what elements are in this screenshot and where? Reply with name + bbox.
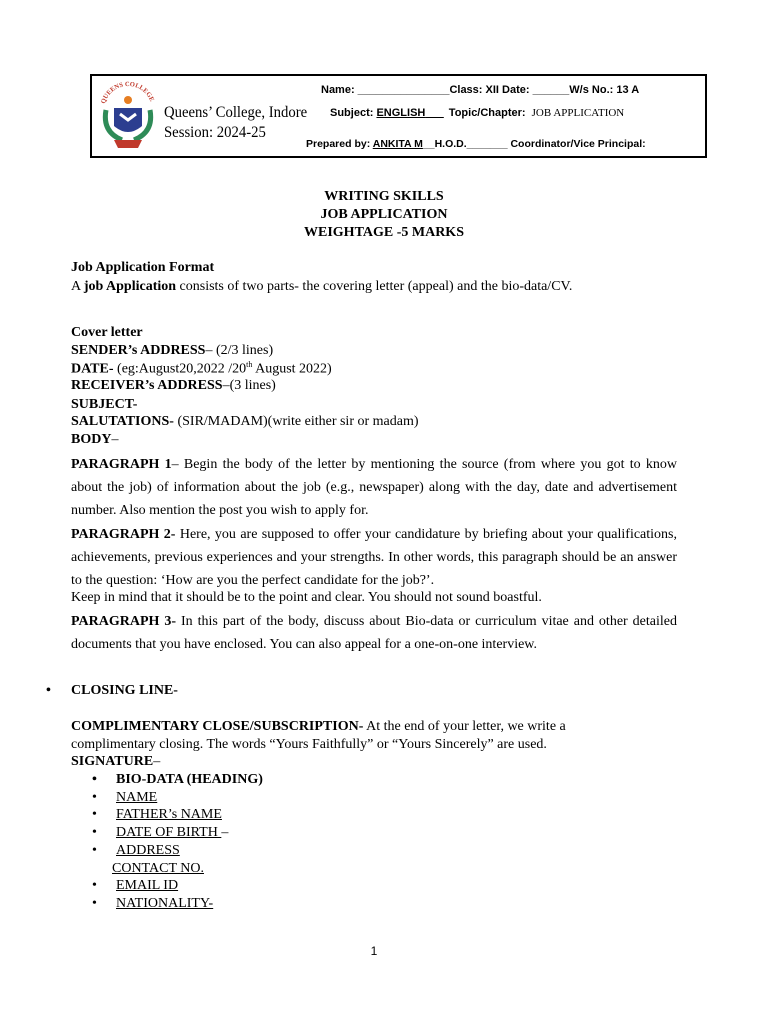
biodata-address: • ADDRESS <box>92 843 180 858</box>
paragraph-3: PARAGRAPH 3- In this part of the body, discuss about Bio-data or curriculum vitae and other detailed documents that you have enclosed. You can also appeal for a one-on-one interview. <box>71 614 677 652</box>
prepared-rest: __H.O.D._______ Coordinator/Vice Principal: <box>422 138 646 150</box>
biodata-heading: • BIO-DATA (HEADING) <box>92 772 263 787</box>
complimentary-close-cont: complimentary closing. The words “Yours Faithfully” or “Yours Sincerely” are used. <box>71 737 547 752</box>
salutation-line: SALUTATIONS- (SIR/MADAM)(write either sir or madam) <box>71 414 419 429</box>
receiver-address: RECEIVER’s ADDRESS–(3 lines) <box>71 378 276 393</box>
complimentary-close: COMPLIMENTARY CLOSE/SUBSCRIPTION- At the end of your letter, we write a <box>71 719 566 734</box>
topic-label: Topic/Chapter: <box>448 107 526 119</box>
format-description: A job Application consists of two parts- the covering letter (appeal) and the bio-data/CV. <box>71 279 573 294</box>
session: Session: 2024-25 <box>164 124 266 141</box>
college-info <box>164 104 320 142</box>
name-class-date-line: Name: _______________Class: XII Date: ______W/s No.: 13 A <box>321 84 640 96</box>
college-name: Queens’ College, Indore <box>164 104 308 121</box>
title-job-application: JOB APPLICATION <box>320 207 448 222</box>
title-writing-skills: WRITING SKILLS <box>324 189 444 204</box>
prepared-value: ANKITA M <box>372 138 423 150</box>
cover-letter-heading: Cover letter <box>71 325 143 340</box>
sender-address: SENDER’s ADDRESS– (2/3 lines) <box>71 343 274 358</box>
closing-line-item: • CLOSING LINE- <box>46 683 178 698</box>
subject-line <box>330 107 624 119</box>
format-heading: Job Application Format <box>71 260 215 275</box>
biodata-dob: • DATE OF BIRTH – <box>92 825 229 840</box>
biodata-email: • EMAIL ID <box>92 878 179 893</box>
biodata-name: • NAME <box>92 790 158 805</box>
signature-line: SIGNATURE– <box>71 754 161 769</box>
worksheet-header <box>90 74 707 158</box>
paragraph-2: PARAGRAPH 2- Here, you are supposed to offer your candidature by briefing about your qualifications, achievements, previous experiences and your strengths. In other words, this paragraph should be an answer to the question: ‘How are you the perfect candidate for the job?’. <box>71 527 677 588</box>
subject-label: Subject: <box>330 107 374 119</box>
prepared-label: Prepared by: <box>306 138 371 150</box>
body-heading: BODY– <box>71 432 119 447</box>
header-top-rule <box>312 74 668 76</box>
subject-blank: ___ <box>425 107 444 119</box>
topic-value: JOB APPLICATION <box>531 107 625 119</box>
paragraph-2-note: Keep in mind that it should be to the point and clear. You should not sound boastful. <box>71 590 542 605</box>
paragraph-1: PARAGRAPH 1– Begin the body of the letter by mentioning the source (from where you got to know about the job) of information about the job (e.g., newspaper) along with the day, date and advertisement number. Also mention the post you wish to apply for. <box>71 457 677 518</box>
date-line: DATE- (eg:August20,2022 /20th August 2022) <box>71 360 332 377</box>
svg-text:QUEENS COLLEGE: QUEENS COLLEGE <box>99 80 156 105</box>
subject-value: ENGLISH <box>376 107 426 119</box>
biodata-nationality: • NATIONALITY- <box>92 896 214 911</box>
college-logo-icon <box>96 80 160 154</box>
biodata-contact: CONTACT NO. <box>112 861 204 876</box>
biodata-father: • FATHER’s NAME <box>92 807 222 822</box>
title-weightage: WEIGHTAGE -5 MARKS <box>304 225 464 240</box>
prepared-by-line <box>306 138 646 150</box>
page-number: 1 <box>370 944 378 958</box>
subject-heading: SUBJECT- <box>71 397 138 412</box>
